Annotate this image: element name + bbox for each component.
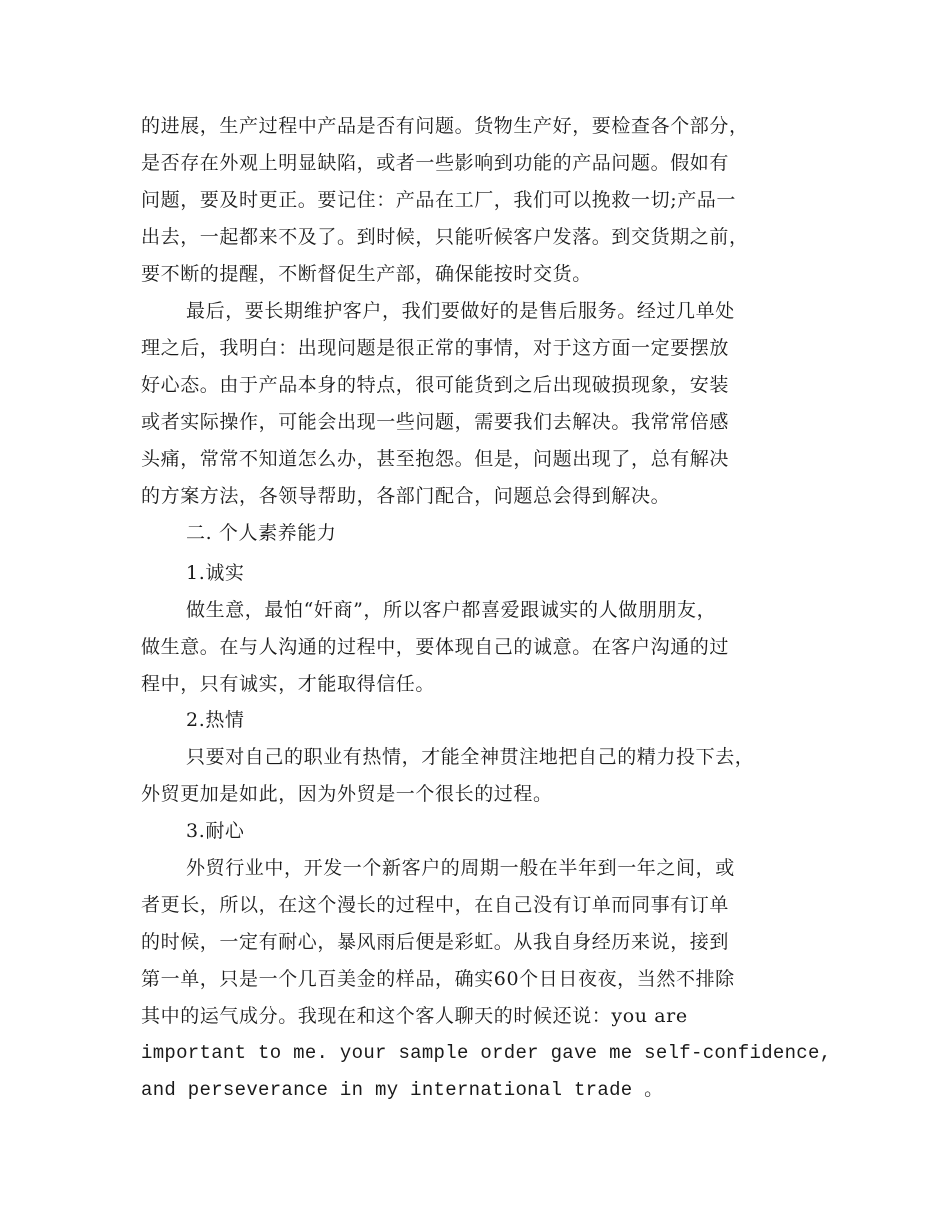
paragraph-line: 其中的运气成分。我现在和这个客人聊天的时候还说：you are <box>141 1005 688 1027</box>
paragraph-line: 第一单，只是一个几百美金的样品，确实60个日日夜夜，当然不排除 <box>141 968 735 990</box>
paragraph-line: 最后，要长期维护客户，我们要做好的是售后服务。经过几单处 <box>186 300 735 322</box>
paragraph-line: 的方案方法，各领导帮助，各部门配合，问题总会得到解决。 <box>141 485 671 507</box>
paragraph-line: and perseverance in my international trade 。 <box>141 1079 664 1101</box>
paragraph-line: 程中，只有诚实，才能取得信任。 <box>141 673 436 695</box>
paragraph-line: 的时候，一定有耐心，暴风雨后便是彩虹。从我自身经历来说，接到 <box>141 931 730 953</box>
paragraph-line: 者更长，所以，在这个漫长的过程中，在自己没有订单而同事有订单 <box>141 894 730 916</box>
paragraph-line: 做生意。在与人沟通的过程中，要体现自己的诚意。在客户沟通的过 <box>141 636 730 658</box>
paragraph-line: 外贸更加是如此，因为外贸是一个很长的过程。 <box>141 783 553 805</box>
subsection-heading: 2.热情 <box>186 709 245 731</box>
paragraph-line: 要不断的提醒，不断督促生产部，确保能按时交货。 <box>141 263 592 285</box>
paragraph-line: 好心态。由于产品本身的特点，很可能货到之后出现破损现象，安装 <box>141 374 730 396</box>
subsection-heading: 1.诚实 <box>186 562 245 584</box>
paragraph-line: 做生意，最怕“奸商”，所以客户都喜爱跟诚实的人做朋朋友， <box>186 599 717 621</box>
subsection-heading: 3.耐心 <box>186 820 245 842</box>
paragraph-line: 出去，一起都来不及了。到时候，只能听候客户发落。到交货期之前， <box>141 226 749 248</box>
paragraph-line: 或者实际操作，可能会出现一些问题，需要我们去解决。我常常倍感 <box>141 411 730 433</box>
section-heading: 二. 个人素养能力 <box>186 522 337 544</box>
paragraph-line: 头痛，常常不知道怎么办，甚至抱怨。但是，问题出现了，总有解决 <box>141 448 730 470</box>
paragraph-line: 只要对自己的职业有热情，才能全神贯注地把自己的精力投下去， <box>186 746 755 768</box>
paragraph-line: 外贸行业中，开发一个新客户的周期一般在半年到一年之间，或 <box>186 857 735 879</box>
paragraph-line: important to me. your sample order gave me self-confidence, <box>141 1042 832 1064</box>
paragraph-line: 是否存在外观上明显缺陷，或者一些影响到功能的产品问题。假如有 <box>141 152 730 174</box>
paragraph-line: 理之后，我明白：出现问题是很正常的事情，对于这方面一定要摆放 <box>141 337 730 359</box>
paragraph-line: 问题，要及时更正。要记住：产品在工厂，我们可以挽救一切;产品一 <box>141 189 737 211</box>
paragraph-line: 的进展，生产过程中产品是否有问题。货物生产好，要检查各个部分， <box>141 115 749 137</box>
